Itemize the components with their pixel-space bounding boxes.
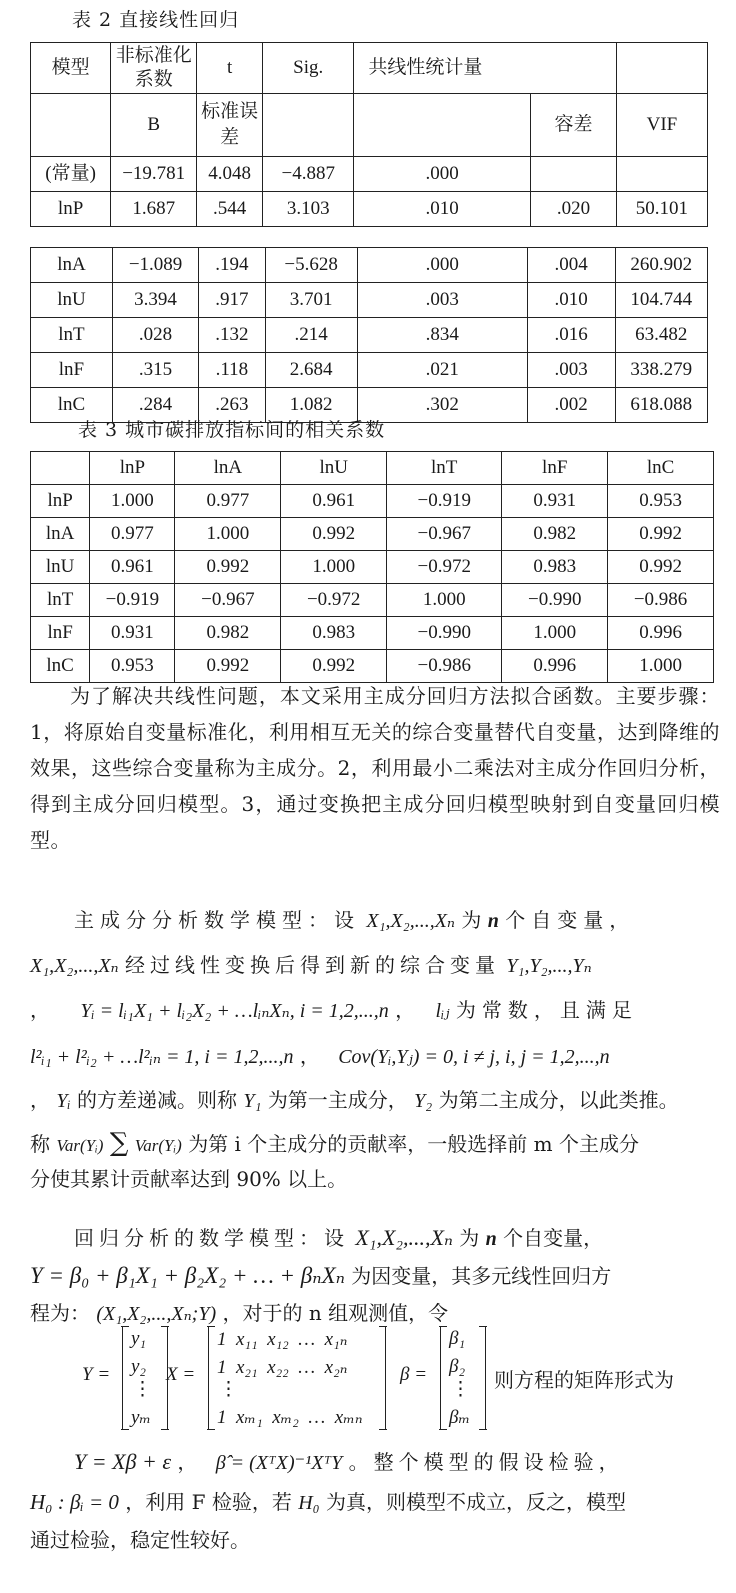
table3-cell: lnP [31, 485, 90, 518]
table2-cell: 3.701 [265, 283, 357, 318]
table2-cell: .315 [112, 353, 198, 388]
reg-text: 程为： [30, 1301, 90, 1325]
table3-cell: 1.000 [608, 650, 714, 683]
pca-line-7: 分使其累计贡献率达到 90% 以上。 [30, 1167, 348, 1191]
pca-math: Var(Yᵢ) [134, 1136, 182, 1155]
matrix-entry: 1 x₁₁ x₁₂ … x₁ₙ [217, 1329, 348, 1350]
reg-math: Y = β₀ + β₁X₁ + β₂X₂ + … + βₙXₙ [30, 1263, 345, 1288]
table2-cell: 104.744 [615, 283, 707, 318]
model-line-3: 通过检验，稳定性较好。 [30, 1528, 250, 1552]
table2-header-cell: VIF [616, 94, 707, 157]
table3-header-cell: lnP [90, 452, 175, 485]
table3 [30, 451, 714, 683]
reg-line-2 [30, 1260, 720, 1289]
table2-cell: .010 [354, 192, 531, 227]
table2-cell: .544 [197, 192, 263, 227]
table3-header-cell: lnF [502, 452, 608, 485]
table-row [31, 551, 714, 584]
table-row [31, 584, 714, 617]
table3-cell: −0.972 [281, 584, 387, 617]
matrix-beta [440, 1326, 486, 1430]
table3-cell: 0.953 [90, 650, 175, 683]
table2-cell: lnF [31, 353, 113, 388]
table3-cell: 0.992 [608, 518, 714, 551]
table-row [31, 283, 708, 318]
table3-cell: −0.990 [387, 617, 502, 650]
table2-cell: .000 [357, 248, 527, 283]
matrix-entry: ⋮ [219, 1378, 238, 1400]
table3-cell: 1.000 [281, 551, 387, 584]
table3-cell: 0.977 [90, 518, 175, 551]
pca-text: 为 [461, 908, 482, 932]
table2-cell: .020 [531, 192, 617, 227]
matrix-entry: y₁ [131, 1328, 147, 1349]
table2-header-cell: 非标准化系数 [111, 43, 197, 94]
table3-cell: 0.983 [502, 551, 608, 584]
pca-text: ， [395, 998, 416, 1022]
table2-continued [30, 247, 708, 423]
pca-text: 称 [30, 1132, 50, 1156]
model-math: Y = Xβ + ε [74, 1449, 171, 1474]
matrix-x [208, 1326, 386, 1430]
matrix-entry: 1 xₘ₁ xₘ₂ … xₘₙ [217, 1407, 363, 1428]
reg-math: n [485, 1228, 497, 1250]
table2 [30, 42, 708, 227]
table3-cell: −0.986 [387, 650, 502, 683]
table3-cell: 0.982 [502, 518, 608, 551]
table2-cell: 1.082 [265, 388, 357, 423]
table3-cell: 0.992 [281, 650, 387, 683]
table-row [31, 248, 708, 283]
table2-cell: 50.101 [616, 192, 707, 227]
reg-text: 为 [459, 1226, 480, 1250]
table2-cell: 63.482 [615, 318, 707, 353]
matrix-entry: βₘ [449, 1407, 471, 1428]
table3-cell: 0.996 [608, 617, 714, 650]
matrix-y [122, 1326, 168, 1430]
table2-cell: lnU [31, 283, 113, 318]
pca-line-3 [30, 994, 720, 1023]
table2-cell: .132 [199, 318, 265, 353]
table3-cell: 0.961 [90, 551, 175, 584]
table2-cell: .917 [199, 283, 265, 318]
model-text: ，利用 F 检验，若 [125, 1490, 292, 1514]
reg-text: ，对于的 n 组观测值，令 [222, 1301, 449, 1325]
table2-cell: 618.088 [615, 388, 707, 423]
table-row [31, 318, 708, 353]
table2-header-cell: 模型 [31, 43, 111, 94]
pca-text: 个自变量， [505, 908, 636, 932]
table3-cell: 0.996 [502, 650, 608, 683]
pca-math: Y₁,Y₂,...,Yₙ [506, 955, 592, 977]
table2-header-cell [354, 94, 531, 157]
table3-cell: −0.986 [608, 584, 714, 617]
table2-cell: 2.684 [265, 353, 357, 388]
pca-math: Yᵢ [56, 1090, 71, 1112]
table2-cell: 260.902 [615, 248, 707, 283]
pca-text: ， [30, 1088, 50, 1112]
table2-cell: .004 [527, 248, 615, 283]
table2-cell: −5.628 [265, 248, 357, 283]
matrix-beta-label: β = [400, 1364, 428, 1385]
table2-cell: 3.394 [112, 283, 198, 318]
table3-cell: 0.992 [175, 650, 281, 683]
pca-math: n [487, 910, 499, 932]
table2-cell: lnP [31, 192, 111, 227]
matrix-entry: β₂ [449, 1356, 466, 1377]
pca-math: X₁,X₂,...,Xₙ [30, 955, 119, 977]
table3-cell: 0.961 [281, 485, 387, 518]
table3-header-cell: lnA [175, 452, 281, 485]
table2-cell: −1.089 [112, 248, 198, 283]
table3-cell: −0.919 [90, 584, 175, 617]
pca-line-2 [30, 949, 720, 978]
table2-cell: .118 [199, 353, 265, 388]
matrix-equations [60, 1322, 720, 1434]
model-line-2 [30, 1486, 720, 1515]
table2-cell: .003 [357, 283, 527, 318]
pca-math: Cov(Yᵢ,Yⱼ) = 0, i ≠ j, i, j = 1,2,...,n [338, 1046, 610, 1068]
table3-header-cell: lnC [608, 452, 714, 485]
pca-line-1 [74, 904, 736, 933]
table2-cell: 4.048 [197, 157, 263, 192]
table2-header-row [31, 43, 708, 94]
table3-caption: 表 3 城市碳排放指标间的相关系数 [78, 419, 386, 441]
table2-header-cell [531, 43, 617, 94]
table3-cell: 1.000 [387, 584, 502, 617]
table-row [31, 157, 708, 192]
table3-cell: −0.967 [387, 518, 502, 551]
matrix-entry: 1 x₂₁ x₂₂ … x₂ₙ [217, 1357, 348, 1378]
matrix-entry: ⋮ [451, 1378, 470, 1400]
table3-cell: lnT [31, 584, 90, 617]
table3-header-cell: lnT [387, 452, 502, 485]
table2-cell: −19.781 [111, 157, 197, 192]
table2-header-cell: 容差 [531, 94, 617, 157]
table2-cell: .010 [527, 283, 615, 318]
table2-cell: .003 [527, 353, 615, 388]
table3-cell: 0.982 [175, 617, 281, 650]
pca-math: l²ᵢ₁ + l²ᵢ₂ + …l²ᵢₙ = 1, i = 1,2,...,n [30, 1046, 294, 1068]
table3-cell: lnF [31, 617, 90, 650]
table3-cell: 1.000 [502, 617, 608, 650]
table3-header-cell [31, 452, 90, 485]
table2-cell: .302 [357, 388, 527, 423]
pca-line-6 [30, 1128, 720, 1158]
table2-header-cell [31, 94, 111, 157]
table2-header-cell: 共线性统计量 [354, 43, 531, 94]
table2-cell: −4.887 [263, 157, 354, 192]
matrix-x-label: X = [166, 1364, 196, 1385]
table3-cell: 0.977 [175, 485, 281, 518]
pca-math: Var(Yᵢ) [56, 1136, 104, 1155]
matrix-entry: y₂ [131, 1356, 147, 1377]
table2-cell: .263 [199, 388, 265, 423]
table3-header-row [31, 452, 714, 485]
paragraph-intro: 为了解决共线性问题，本文采用主成分回归方法拟合函数。主要步骤：1，将原始自变量标准化，利用相互无关的综合变量替代自变量，达到降维的效果，这些综合变量称为主成分。2，利用最小二乘法对主成分作回归分析，得到主成分回归模型。3，通过变换把主成分回归模型映射到自变量回归模型。 [30, 684, 720, 852]
table2-cell: .000 [354, 157, 531, 192]
table2-cell: .002 [527, 388, 615, 423]
table3-cell: 0.992 [175, 551, 281, 584]
pca-math: lᵢⱼ [435, 1000, 450, 1022]
table2-cell: 3.103 [263, 192, 354, 227]
table2-header-cell: t [197, 43, 263, 94]
table3-cell: −0.967 [175, 584, 281, 617]
table3-cell: 0.931 [502, 485, 608, 518]
pca-text: ， [299, 1044, 320, 1068]
table2-cell: .028 [112, 318, 198, 353]
matrix-y-label: Y = [82, 1364, 111, 1385]
table3-cell: 0.992 [281, 518, 387, 551]
table2-cell: .021 [357, 353, 527, 388]
pca-line-5 [30, 1084, 720, 1113]
model-math: H₀ [298, 1492, 320, 1514]
table2-cell: lnT [31, 318, 113, 353]
pca-text: 为第二主成分，以此类推。 [438, 1088, 679, 1112]
table2-cell: .214 [265, 318, 357, 353]
table-row [31, 192, 708, 227]
model-text: 为真，则模型不成立，反之，模型 [326, 1490, 626, 1514]
table2-cell [531, 157, 617, 192]
pca-line-4 [30, 1040, 720, 1069]
pca-text: 为常数，且满足 [455, 998, 638, 1022]
table3-cell: lnC [31, 650, 90, 683]
model-text: 。整个模型的假设检验， [348, 1450, 624, 1474]
table2-cell [616, 157, 707, 192]
table2-header-cell: 标准误差 [197, 94, 263, 157]
pca-text: ， [30, 998, 50, 1022]
reg-math: (X₁,X₂,...,Xₙ;Y) [96, 1303, 217, 1325]
matrix-entry: ⋮ [133, 1378, 152, 1400]
table3-cell: −0.972 [387, 551, 502, 584]
pca-text: 为第 i 个主成分的贡献率，一般选择前 m 个主成分 [188, 1132, 639, 1156]
table2-cell: .284 [112, 388, 198, 423]
table3-cell: 1.000 [175, 518, 281, 551]
table3-cell: −0.919 [387, 485, 502, 518]
table2-cell: 338.279 [615, 353, 707, 388]
reg-text: 为因变量，其多元线性回归方 [351, 1264, 612, 1288]
reg-math: X₁,X₂,...,Xₙ [355, 1225, 453, 1250]
table3-cell: lnA [31, 518, 90, 551]
table3-cell: 0.983 [281, 617, 387, 650]
table2-header-cell: Sig. [263, 43, 354, 94]
pca-math: X₁,X₂,...,Xₙ [366, 910, 456, 932]
pca-math: Yᵢ = lᵢ₁X₁ + lᵢ₂X₂ + …lᵢₙXₙ, i = 1,2,...,n [80, 1000, 389, 1022]
reg-text: 回归分析的数学模型：设 [74, 1226, 349, 1250]
pca-text: 主成分分析数学模型：设 [74, 908, 360, 932]
table-row [31, 485, 714, 518]
table2-cell: .016 [527, 318, 615, 353]
pca-text: 的方差递减。则称 [77, 1088, 238, 1112]
table2-header-cell [616, 43, 707, 94]
reg-line-1 [74, 1222, 736, 1251]
table-row [31, 617, 714, 650]
matrix-entry: yₘ [131, 1407, 152, 1428]
model-line-1 [74, 1446, 736, 1475]
table3-cell: −0.990 [502, 584, 608, 617]
table2-cell: 1.687 [111, 192, 197, 227]
table2-caption: 表 2 直接线性回归 [72, 9, 240, 31]
table-row [31, 353, 708, 388]
table2-cell: lnA [31, 248, 113, 283]
table2-cell: (常量) [31, 157, 111, 192]
model-math: H₀ : βᵢ = 0 [30, 1490, 119, 1514]
pca-text: 为第一主成分， [267, 1088, 408, 1112]
reg-text: 个自变量， [503, 1226, 604, 1250]
pca-math: Y₂ [414, 1090, 433, 1112]
table2-header-cell [263, 94, 354, 157]
table3-cell: 0.953 [608, 485, 714, 518]
table2-cell: lnC [31, 388, 113, 423]
table2-header-cell: B [111, 94, 197, 157]
matrix-tail-text: 则方程的矩阵形式为 [494, 1368, 674, 1392]
pca-text: 经过线性变换后得到新的综合变量 [125, 953, 501, 977]
pca-math: Y₁ [243, 1090, 262, 1112]
model-text: ， [177, 1450, 198, 1474]
table3-header-cell: lnU [281, 452, 387, 485]
model-math: β̂ = (XᵀX)⁻¹XᵀY [215, 1452, 343, 1474]
table3-cell: 0.931 [90, 617, 175, 650]
table3-cell: 0.992 [608, 551, 714, 584]
pca-math: ∑ [109, 1128, 129, 1158]
table3-cell: lnU [31, 551, 90, 584]
table2-cell: .834 [357, 318, 527, 353]
table2-cell: .194 [199, 248, 265, 283]
table2-header-row [31, 94, 708, 157]
matrix-entry: β₁ [449, 1328, 466, 1349]
table3-cell: 1.000 [90, 485, 175, 518]
table-row [31, 518, 714, 551]
